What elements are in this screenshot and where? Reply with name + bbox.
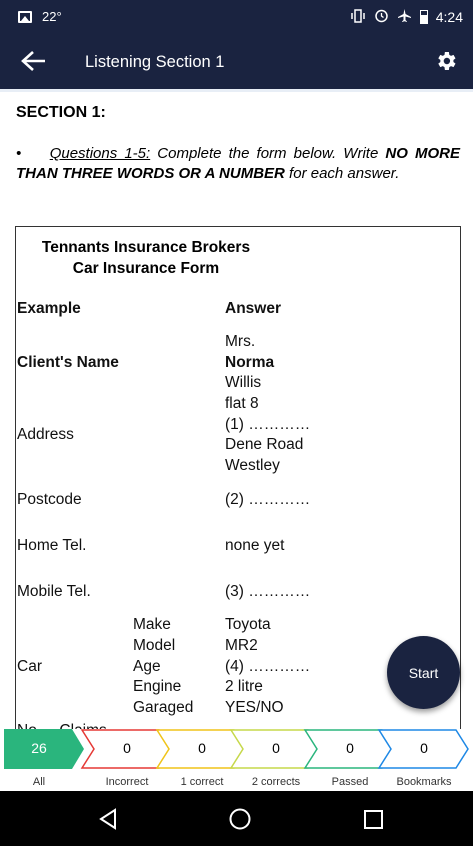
status-bar (0, 0, 473, 34)
car-value-age-blank-4: (4) ………… (225, 658, 311, 675)
answer-label: Answer (225, 300, 281, 317)
address-blank-1: (1) ………… (225, 416, 311, 433)
questions-reference: Questions 1-5: (49, 145, 151, 162)
mobile-tel-label: Mobile Tel. (17, 583, 91, 600)
tab-bookmarks-count: 0 (420, 740, 428, 756)
question-filter-tabs (0, 729, 473, 791)
car-value-engine: 2 litre (225, 678, 263, 695)
tab-passed-count: 0 (346, 740, 354, 756)
tab-all-label: All (32, 776, 46, 788)
tab-2-corrects-label: 2 corrects (251, 776, 301, 788)
square-recents-icon (358, 804, 388, 834)
tab-2-corrects-count: 0 (272, 740, 280, 756)
clock-text: 4:24 (435, 9, 463, 25)
vibrate-icon (350, 9, 366, 26)
back-button[interactable] (18, 45, 50, 77)
nav-recents-button[interactable] (358, 804, 388, 834)
tab-incorrect-label: Incorrect (105, 776, 149, 788)
address-line1: flat 8 (225, 395, 259, 412)
settings-button[interactable] (431, 46, 461, 76)
tab-passed-label: Passed (331, 776, 369, 788)
system-navigation-bar (0, 791, 473, 846)
gear-icon (434, 49, 458, 73)
client-name-first: Norma (225, 354, 275, 371)
tab-1-correct-count: 0 (198, 740, 206, 756)
tab-1-correct-label: 1 correct (180, 776, 224, 788)
battery-icon (420, 10, 428, 24)
address-line3: Dene Road (225, 436, 304, 453)
circle-home-icon (225, 804, 255, 834)
car-field-engine: Engine (133, 678, 182, 695)
tab-bookmarks[interactable] (378, 729, 470, 791)
instructions (16, 144, 460, 184)
car-field-age: Age (133, 658, 161, 675)
address-label: Address (17, 426, 74, 443)
nav-back-button[interactable] (94, 804, 124, 834)
alarm-icon (374, 8, 389, 26)
tab-bookmarks-label: Bookmarks (396, 776, 452, 788)
section-title: SECTION 1: (16, 104, 106, 121)
instructions-text: Complete the form below. Write (150, 145, 386, 162)
client-name-last: Willis (225, 374, 262, 391)
car-field-model: Model (133, 637, 176, 654)
image-notification-icon (18, 11, 32, 23)
instructions-emphasis: NO MORE THAN THREE WORDS OR A NUMBER (16, 145, 460, 182)
client-name-title: Mrs. (225, 333, 256, 350)
tab-all-count: 26 (31, 740, 47, 756)
postcode-blank-2: (2) ………… (225, 491, 311, 508)
address-line4: Westley (225, 457, 280, 474)
tab-incorrect-count: 0 (123, 740, 131, 756)
home-tel-label: Home Tel. (17, 537, 87, 554)
page-title: Listening Section 1 (85, 53, 225, 71)
tab-all[interactable] (4, 729, 86, 791)
car-field-garaged: Garaged (133, 699, 194, 716)
car-value-model: MR2 (225, 637, 258, 654)
client-name-label: Client's Name (17, 354, 119, 371)
form-title-line1: Tennants Insurance Brokers (41, 239, 251, 256)
arrow-left-icon (21, 50, 47, 72)
example-label: Example (17, 300, 81, 317)
airplane-mode-icon (397, 8, 412, 26)
car-field-make: Make (133, 616, 171, 633)
car-value-make: Toyota (225, 616, 271, 633)
app-bar (0, 34, 473, 89)
content-area[interactable] (0, 89, 473, 729)
mobile-tel-blank-3: (3) ………… (225, 583, 311, 600)
home-tel-value: none yet (225, 537, 285, 554)
bullet: • (16, 145, 22, 162)
form-title-line2: Car Insurance Form (72, 260, 220, 277)
form-title (16, 237, 276, 279)
start-button[interactable]: Start (387, 636, 460, 709)
car-value-garaged: YES/NO (225, 699, 284, 716)
postcode-label: Postcode (17, 491, 82, 508)
nav-home-button[interactable] (225, 804, 255, 834)
temperature-text: 22° (42, 9, 62, 24)
instructions-end: for each answer. (284, 165, 400, 182)
car-label: Car (17, 658, 42, 675)
triangle-back-icon (94, 804, 124, 834)
